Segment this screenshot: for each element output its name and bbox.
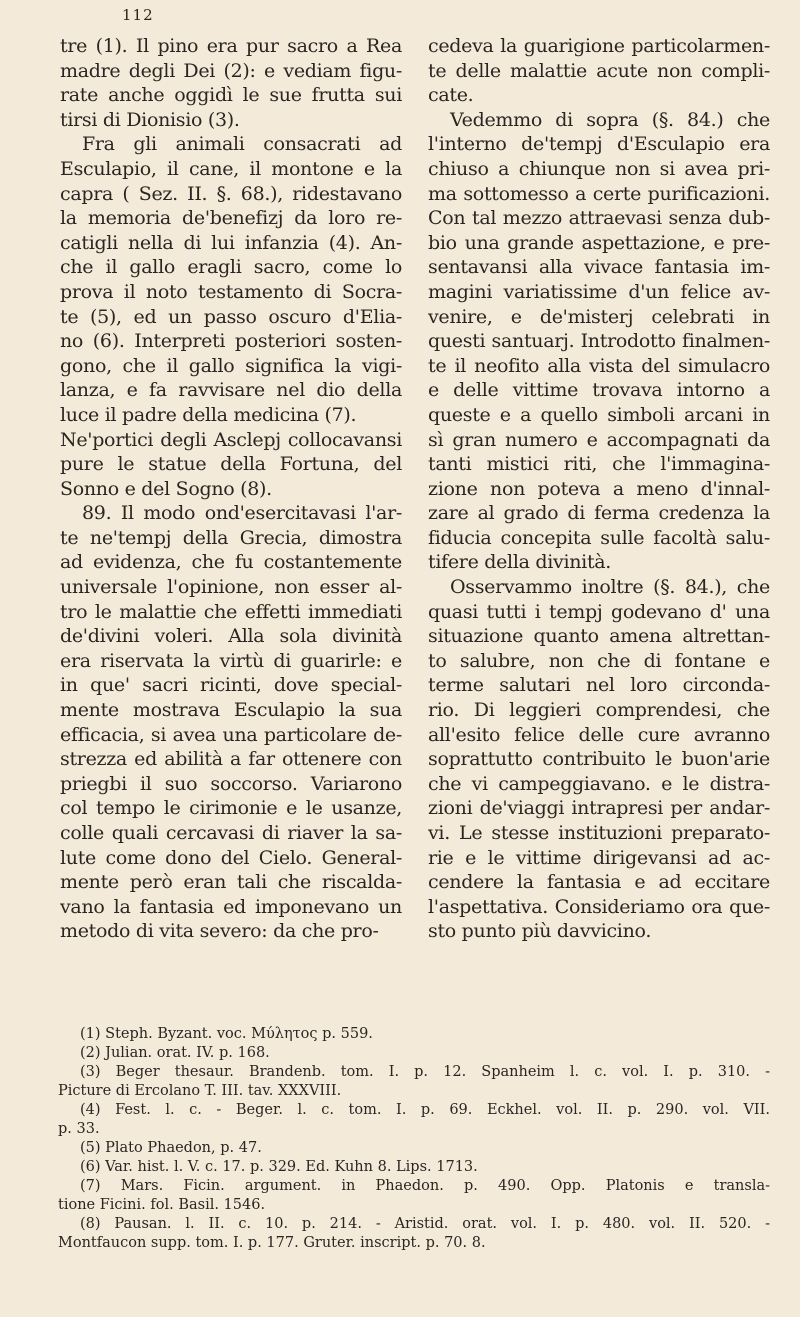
text-line: chiuso a chiunque non si avea pri-	[428, 157, 770, 180]
text-line: te delle malattie acute non compli-	[428, 59, 770, 82]
text-line: cendere la fantasia e ad eccitare	[428, 871, 770, 894]
footnote-line: p. 33.	[58, 1121, 100, 1137]
text-line: lanza, e fa ravvisare nel dio della	[60, 379, 402, 402]
text-line: e delle vittime trovava intorno a	[428, 379, 770, 402]
text-line: vi. Le stesse instituzioni preparato-	[428, 822, 770, 844]
text-line: soprattutto contribuito le buon'arie	[428, 748, 770, 771]
footnotes	[58, 1025, 770, 1253]
text-line: universale l'opinione, non esser al-	[60, 576, 402, 599]
text-line: pure le statue della Fortuna, del	[60, 453, 402, 476]
text-line: zioni de'viaggi intrapresi per andar-	[428, 797, 770, 820]
text-line: tre (1). Il pino era pur sacro a Rea	[60, 35, 402, 57]
text-line: cate.	[428, 84, 474, 107]
text-line: te ne'tempj della Grecia, dimostra	[60, 526, 402, 549]
text-line: strezza ed abilità a far ottenere con	[60, 748, 402, 771]
text-line: rate anche oggidì le sue frutta sui	[60, 84, 402, 107]
text-line: la memoria de'benefizj da loro re-	[60, 207, 402, 230]
text-line: rie e le vittime dirigevansi ad ac-	[428, 846, 770, 869]
text-line: Con tal mezzo attraevasi senza dub-	[428, 207, 770, 230]
text-line: all'esito felice delle cure avranno	[428, 723, 770, 746]
text-line: to salubre, non che di fontane e	[428, 649, 770, 672]
text-line: vano la fantasia ed imponevano un	[60, 895, 402, 918]
text-line: catigli nella di lui infanzia (4). An-	[60, 231, 402, 254]
text-line: Ne'portici degli Asclepj collocavansi	[60, 428, 402, 451]
text-line: l'aspettativa. Consideriamo ora que-	[428, 895, 770, 918]
text-line: gono, che il gallo significa la vigi-	[60, 354, 402, 377]
text-line: tirsi di Dionisio (3).	[60, 108, 240, 131]
text-line: situazione quanto amena altrettan-	[428, 625, 770, 648]
text-line: sto punto più davvicino.	[428, 920, 652, 943]
text-line: capra ( Sez. II. §. 68.), ridestavano	[60, 182, 402, 205]
text-line: lute come dono del Cielo. General-	[60, 846, 402, 869]
footnote-line: (3) Beger thesaur. Brandenb. tom. I. p. 12. Spanheim l. c. vol. I. p. 310. -	[80, 1064, 770, 1080]
text-line: madre degli Dei (2): e vediam figu-	[60, 59, 402, 82]
footnote-line: (6) Var. hist. l. V. c. 17. p. 329. Ed. Kuhn 8. Lips. 1713.	[80, 1159, 478, 1175]
text-line: bio una grande aspettazione, e pre-	[428, 231, 770, 254]
page-number: 112	[122, 6, 154, 24]
text-line: venire, e de'misterj celebrati in	[428, 305, 770, 328]
text-line: magini variatissime d'un felice av-	[428, 280, 770, 303]
footnote-line: (7) Mars. Ficin. argument. in Phaedon. p. 490. Opp. Platonis e transla-	[80, 1178, 770, 1194]
text-line: quasi tutti i tempj godevano d' una	[428, 600, 770, 623]
text-line: tifere della divinità.	[428, 551, 612, 574]
text-line: cedeva la guarigione particolarmen-	[428, 35, 770, 57]
text-line: fiducia concepita sulle facoltà salu-	[428, 526, 770, 549]
text-line: Sonno e del Sogno (8).	[60, 477, 272, 500]
text-line: te il neofito alla vista del simulacro	[428, 354, 770, 377]
footnote-line: (1) Steph. Byzant. voc. Μύλητος p. 559.	[80, 1026, 373, 1042]
footnote-line: (8) Pausan. l. II. c. 10. p. 214. - Aristid. orat. vol. I. p. 480. vol. II. 520. -	[80, 1216, 770, 1232]
text-line: colle quali cercavasi di riaver la sa-	[60, 822, 402, 844]
text-line: Fra gli animali consacrati ad	[82, 133, 402, 156]
right-column	[428, 34, 770, 944]
footnote-line: Picture di Ercolano T. III. tav. XXXVIII.	[58, 1083, 342, 1099]
text-line: l'interno de'tempj d'Esculapio era	[428, 133, 770, 156]
text-line: 89. Il modo ond'esercitavasi l'ar-	[82, 502, 402, 525]
text-line: no (6). Interpreti posteriori sosten-	[60, 330, 402, 353]
footnote-line: (4) Fest. l. c. - Beger. l. c. tom. I. p. 69. Eckhel. vol. II. p. 290. vol. VII.	[80, 1102, 770, 1118]
text-line: de'divini voleri. Alla sola divinità	[60, 625, 402, 648]
text-line: terme salutari nel loro circonda-	[428, 674, 770, 697]
text-line: te (5), ed un passo oscuro d'Elia-	[60, 305, 402, 328]
text-line: luce il padre della medicina (7).	[60, 403, 357, 426]
text-line: Osservammo inoltre (§. 84.), che	[450, 576, 770, 599]
left-column	[60, 34, 402, 944]
footnote-line: (5) Plato Phaedon, p. 47.	[80, 1140, 262, 1156]
text-line: era riservata la virtù di guarirle: e	[60, 649, 402, 672]
text-line: tanti mistici riti, che l'immagina-	[428, 453, 770, 476]
text-line: efficacia, si avea una particolare de-	[60, 723, 402, 746]
text-line: ma sottomesso a certe purificazioni.	[428, 182, 770, 205]
footnote-line: tione Ficini. fol. Basil. 1546.	[58, 1197, 266, 1213]
text-line: metodo di vita severo: da che pro-	[60, 920, 379, 943]
text-line: Vedemmo di sopra (§. 84.) che	[450, 108, 770, 131]
text-line: prova il noto testamento di Socra-	[60, 280, 402, 303]
text-line: priegbi il suo soccorso. Variarono	[60, 772, 402, 795]
text-line: zare al grado di ferma credenza la	[428, 502, 770, 525]
text-line: col tempo le cirimonie e le usanze,	[60, 797, 402, 820]
text-line: ad evidenza, che fu costantemente	[60, 551, 402, 574]
text-line: sentavansi alla vivace fantasia im-	[428, 256, 770, 279]
text-line: questi santuarj. Introdotto finalmen-	[428, 330, 770, 353]
text-line: tro le malattie che effetti immediati	[60, 600, 402, 623]
text-line: mente però eran tali che riscalda-	[60, 871, 402, 894]
text-line: rio. Di leggieri comprendesi, che	[428, 699, 770, 722]
text-line: queste e a quello simboli arcani in	[428, 403, 770, 426]
text-line: sì gran numero e accompagnati da	[428, 428, 770, 451]
footnote-line: (2) Julian. orat. IV. p. 168.	[80, 1045, 270, 1061]
text-line: Esculapio, il cane, il montone e la	[60, 157, 402, 180]
text-line: mente mostrava Esculapio la sua	[60, 699, 402, 722]
text-line: zione non poteva a meno d'innal-	[428, 477, 770, 500]
text-line: che il gallo eragli sacro, come lo	[60, 256, 402, 279]
text-line: in que' sacri ricinti, dove special-	[60, 674, 402, 697]
footnote-line: Montfaucon supp. tom. I. p. 177. Gruter. inscript. p. 70. 8.	[58, 1235, 486, 1251]
text-line: che vi campeggiavano. e le distra-	[428, 772, 770, 795]
